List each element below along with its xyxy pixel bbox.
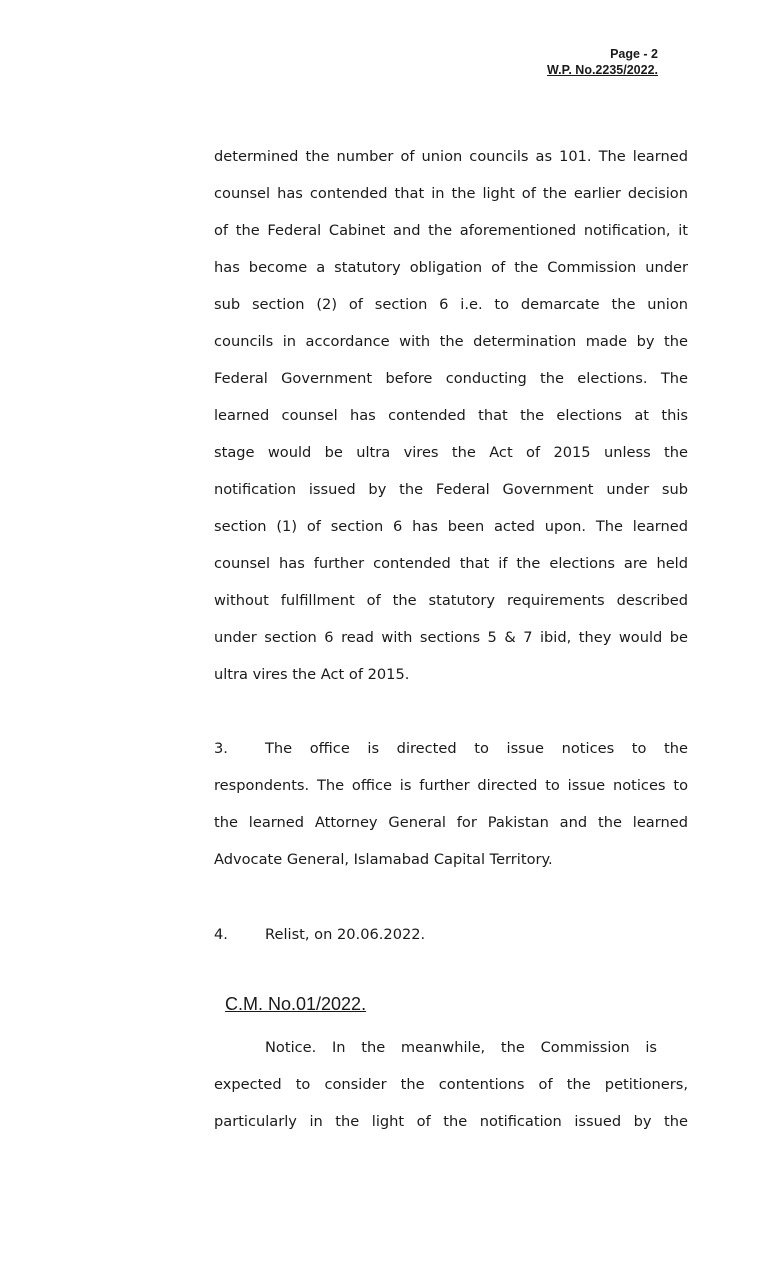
paragraph-number: 3. — [214, 740, 228, 757]
relist-text: Relist, on 20.06.2022. — [265, 926, 426, 943]
page-header — [547, 46, 658, 78]
text-line: of the Federal Cabinet and the aforementioned notification, it — [214, 222, 688, 239]
text-line: counsel has contended that in the light of the earlier decision — [214, 185, 688, 202]
paragraph-number: 4. — [214, 926, 228, 943]
text-line: particularly in the light of the notification issued by the — [214, 1113, 688, 1130]
text-line: respondents. The office is further directed to issue notices to — [214, 777, 688, 794]
paragraph-cm — [214, 1029, 688, 1140]
text-line: without fulfillment of the statutory requirements described — [214, 592, 688, 609]
paragraph-4-text — [214, 916, 688, 953]
text-line-first — [214, 1029, 688, 1066]
text-line: the learned Attorney General for Pakistan and the learned — [214, 814, 688, 831]
text-line: notification issued by the Federal Government under sub — [214, 481, 688, 498]
text-line: Notice. In the meanwhile, the Commission is — [265, 1039, 657, 1056]
text-line: has become a statutory obligation of the Commission under — [214, 259, 688, 276]
paragraph-4 — [214, 916, 688, 953]
text-line: councils in accordance with the determination made by the — [214, 333, 688, 350]
paragraph-3-text — [214, 730, 688, 878]
text-line: stage would be ultra vires the Act of 2015 unless the — [214, 444, 688, 461]
text-line-first — [214, 730, 688, 767]
text-line — [214, 916, 688, 953]
text-line: learned counsel has contended that the elections at this — [214, 407, 688, 424]
text-line: ultra vires the Act of 2015. — [214, 666, 410, 683]
page-number: Page - 2 — [610, 47, 658, 61]
case-number: W.P. No.2235/2022. — [547, 63, 658, 77]
text-line: section (1) of section 6 has been acted upon. The learned — [214, 518, 688, 535]
text-line: under section 6 read with sections 5 & 7 ibid, they would be — [214, 629, 688, 646]
paragraph-cm-text — [214, 1029, 688, 1140]
text-line: Advocate General, Islamabad Capital Territory. — [214, 851, 553, 868]
paragraph-3 — [214, 730, 688, 878]
paragraph-1 — [214, 138, 688, 693]
text-line: sub section (2) of section 6 i.e. to demarcate the union — [214, 296, 688, 313]
paragraph-1-text — [214, 138, 688, 693]
text-line: determined the number of union councils as 101. The learned — [214, 148, 688, 165]
text-line: The office is directed to issue notices to the — [265, 740, 688, 757]
text-line: counsel has further contended that if the elections are held — [214, 555, 688, 572]
cm-heading: C.M. No.01/2022. — [225, 994, 367, 1014]
text-line: Federal Government before conducting the elections. The — [214, 370, 688, 387]
text-line: expected to consider the contentions of the petitioners, — [214, 1076, 688, 1093]
